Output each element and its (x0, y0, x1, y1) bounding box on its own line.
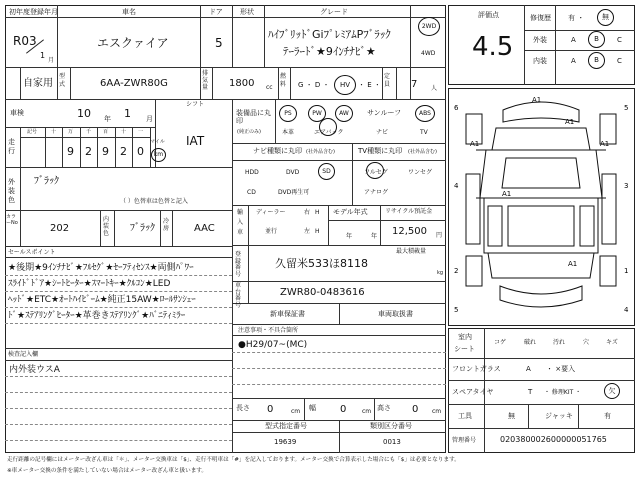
interior-color: ﾌﾞﾗｯｸ (130, 223, 155, 234)
interior-b-circled: B (588, 52, 605, 69)
repair-options: 有 ・ (568, 14, 585, 22)
inspection-month: 1 (124, 107, 131, 120)
navi-dvd: DVD (286, 169, 300, 176)
capacity: 7 (411, 79, 418, 90)
mileage-header-5: 一 (138, 129, 144, 135)
displacement-label: 排気量 (202, 70, 209, 92)
handle-label-1: H (315, 209, 320, 216)
seat-item-burn: コゲ (494, 339, 507, 346)
tv-fullseg-circle (366, 162, 384, 179)
shift-label: シフト (186, 101, 205, 108)
mileage-header-1: 万 (68, 129, 74, 135)
diagram-side-4b: 4 (624, 306, 629, 314)
equipment-title: 装備品に丸印 (236, 109, 271, 126)
mileage-digit-2: 9 (102, 145, 109, 158)
diagram-side-6: 6 (454, 104, 459, 112)
equipment-sunroof: サンルーフ (367, 109, 402, 117)
inspector-label: 検査記入欄 (8, 351, 39, 358)
vehicle-damage-diagram (448, 88, 635, 326)
interior-color-label: 内装色 (103, 216, 110, 238)
windshield-label: フロントガラス (452, 365, 501, 373)
import-label-3: 車 (237, 229, 244, 236)
mileage-header-2: 千 (86, 129, 92, 135)
mileage-header-0: 十 (51, 129, 57, 135)
drive-4wd: 4WD (421, 50, 436, 57)
tv-type-title: TV種類に丸印 (358, 147, 403, 155)
exterior-c: C (617, 36, 622, 44)
sales-point-label: セールスポイント (8, 249, 56, 256)
displacement: 1800 (229, 78, 255, 89)
capacity-unit: 人 (431, 85, 438, 92)
chassis-label: 車台番号 (235, 282, 242, 309)
notes-label: 注意事項・不具合箇所 (238, 327, 299, 334)
spare-t: T (528, 388, 533, 396)
sales-point-line-3: ﾍｯﾄﾞ★ETC★ｵｰﾄﾊｲﾋﾞｰﾑ★純正15AW★ﾛｰﾙｻﾝｼｪｰ (8, 295, 196, 305)
navi-type-subtitle: (社外品含む) (306, 149, 335, 155)
ac: AAC (194, 223, 215, 234)
spare-missing-circled: 欠 (604, 383, 620, 399)
equipment-aw-circled: AW (335, 105, 353, 122)
notes-text: ●H29/07~(MC) (238, 340, 308, 350)
seat-item-scratch: キズ (606, 339, 618, 346)
interior-seat-label-2: シート (454, 345, 475, 353)
model-label: 型式 (59, 73, 66, 88)
class-label: 類別区分番号 (370, 422, 412, 430)
shape-label: 形状 (240, 8, 254, 16)
door-label: ドア (209, 8, 223, 16)
equipment-tv: TV (420, 129, 428, 136)
width-label: 幅 (309, 404, 316, 412)
grade-line2: ﾃｰﾗｰﾄﾞ★9ｲﾝﾁﾅﾋﾞ★ (283, 45, 376, 58)
tv-fullseg: フルセグ (364, 169, 388, 176)
footer-line-1: 走行距離の記号欄にはメーター改ざん車は「＊」、メーター交換車は「$」、走行不明車は「#」を記入しております。メーター交換で合算表示した場合にも「$」は必要となります。 (7, 457, 460, 463)
repair-label: 修復歴 (530, 14, 551, 22)
diagram-side-5: 5 (624, 104, 629, 112)
recycle-unit: 円 (436, 232, 443, 239)
fuel-label: 燃料 (280, 73, 287, 88)
spare-tire-label: スペアタイヤ (452, 388, 494, 396)
mileage-digit-0: 9 (67, 145, 74, 158)
inspection-year: 10 (77, 107, 91, 120)
import-parallel: 並行 (265, 228, 278, 235)
inspection-year-unit: 年 (104, 115, 111, 123)
jack-value: 有 (604, 412, 611, 420)
equipment-navi: ナビ (376, 129, 389, 136)
import-label-2: 入 (237, 219, 244, 226)
navi-cd: CD (247, 189, 256, 196)
diagram-mark-5: A1 (502, 190, 512, 198)
use-type: 自家用 (23, 78, 53, 89)
mileage-header-4: 十 (121, 129, 127, 135)
width-value: 0 (340, 404, 347, 415)
fuel-options: G ・ D ・ (298, 81, 330, 89)
diagram-side-4: 4 (454, 182, 459, 190)
diagram-side-5b: 5 (454, 306, 459, 314)
tv-analog: アナログ (364, 189, 389, 196)
score-label: 評価点 (478, 11, 499, 19)
navi-sd-circled: SD (318, 163, 335, 180)
exterior-color: ﾌﾞﾗｯｸ (34, 176, 59, 187)
equipment-leather: 本革 (282, 129, 295, 136)
first-reg-month: 1 (40, 51, 46, 60)
color-change-note: （ ）色替車は色替と記入 (120, 198, 188, 205)
equipment-pw-circled: PW (308, 105, 326, 122)
handle-right: 右 (304, 209, 311, 216)
windshield-rest: ・ ×要入 (546, 365, 576, 373)
exterior-label: 外装 (533, 36, 547, 44)
exterior-color-label: 外装色 (8, 178, 15, 205)
registration-label: 登録番号 (235, 251, 242, 278)
diagram-side-2: 2 (454, 267, 459, 275)
car-name-label: 車名 (122, 8, 136, 16)
diagram-side-3: 3 (624, 182, 629, 190)
width-unit: cm (362, 408, 372, 415)
diagram-mark-3: A1 (470, 140, 480, 148)
inspection-label: 車検 (10, 109, 24, 117)
diagram-mark-1: A1 (532, 96, 542, 104)
mileage-label: 走行 (8, 138, 15, 156)
tv-type-subtitle: (社外品含む) (408, 149, 437, 155)
diagram-side-1: 1 (624, 267, 629, 275)
mileage-km-circled: km (151, 148, 166, 162)
chassis-number: ZWR80-0483616 (280, 287, 365, 298)
spare-kit: ・ 修理KIT ・ (544, 389, 582, 396)
exterior-b-circled: B (588, 31, 605, 48)
import-label-1: 輸 (237, 209, 244, 216)
model-year-unit2: 年 (371, 233, 378, 240)
equipment-airbag: エアバック (314, 129, 344, 136)
mgmt-number: 020380002600000051765 (500, 435, 607, 444)
registration-number: 久留米533ほ8118 (275, 257, 368, 270)
max-load-label: 最大積載量 (396, 248, 427, 255)
mileage-digit-4: 0 (137, 145, 144, 158)
diagram-mark-6: A1 (568, 260, 578, 268)
model-year-label: モデル年式 (333, 208, 368, 216)
max-load-unit: kg (437, 270, 444, 276)
footer-line-2: ※車メーター交換の条件を満たしていない場合はメーター改ざん車と扱います。 (7, 468, 208, 474)
inspector-note: 内外装ウスA (9, 365, 60, 375)
class-value: 0013 (383, 438, 401, 446)
sales-point-line-2: ｽﾗｲﾄﾞﾄﾞｱ★ｼｰﾄﾋｰﾀｰ★ｽﾏｰﾄｷｰ★ｸﾙｺﾝ★LED (8, 279, 171, 289)
color-no: 202 (50, 223, 70, 234)
seat-item-hole: 穴 (583, 339, 590, 346)
interior-a: A (571, 57, 576, 65)
type-approval-label: 型式指定番号 (265, 422, 307, 430)
navi-dvd-play: DVD再生可 (278, 189, 310, 196)
type-approval-value: 19639 (274, 438, 297, 446)
new-warranty: 新車保証書 (270, 310, 305, 318)
mgmt-label: 管理番号 (452, 437, 477, 444)
first-reg-year: R03 (13, 34, 37, 48)
equipment-ps-circled: PS (279, 105, 297, 122)
handle-label-2: H (315, 228, 320, 235)
score: 4.5 (472, 32, 514, 62)
length-label: 長さ (236, 404, 250, 412)
grade-label: グレード (320, 8, 348, 16)
height-label: 高さ (377, 404, 391, 412)
length-value: 0 (267, 404, 274, 415)
repair-none-circled: 無 (597, 9, 614, 26)
windshield-a: A (526, 365, 531, 373)
car-name: エスクァイア (97, 36, 169, 50)
fuel-hv-circled: HV (334, 75, 356, 95)
equipment-abs-circled: ABS (415, 105, 435, 122)
capacity-label: 定員 (384, 73, 391, 88)
equipment-subtitle: (純正のみ) (237, 129, 261, 135)
interior-seat-label-1: 室内 (458, 333, 472, 341)
mileage-memo-label: 記号 (27, 129, 38, 135)
tools-label: 工具 (458, 412, 472, 420)
tv-oneseg: ワンセグ (408, 169, 433, 176)
drive-2wd-circled: 2WD (418, 17, 440, 36)
first-reg-label: 初年度登録年月 (9, 8, 58, 16)
sales-point-line-1: ★後期★9ｲﾝﾁﾅﾋﾞ★ﾌﾙｾｸﾞ★ｾｰﾌﾃｨｾﾝｽ★両側ﾊﾟﾜｰ (8, 263, 194, 273)
shift: IAT (186, 134, 205, 148)
fuel-rest: ・ E ・ (358, 81, 381, 89)
navi-hdd: HDD (245, 169, 259, 176)
height-value: 0 (412, 404, 419, 415)
grade-line1: ﾊｲﾌﾞﾘｯﾄﾞGiﾌﾟﾚﾐｱﾑPﾌﾞﾗｯｸ (268, 28, 391, 41)
model-year-unit1: 年 (346, 233, 353, 240)
length-unit: cm (291, 408, 301, 415)
interior-c: C (617, 57, 622, 65)
mileage-unit-label: マイル (150, 139, 165, 145)
handle-left: 左 (304, 228, 311, 235)
tools-value: 無 (508, 412, 515, 420)
navi-type-title: ナビ種類に丸印 (253, 147, 302, 155)
model-code: 6AA-ZWR80G (100, 78, 168, 89)
exterior-a: A (571, 36, 576, 44)
diagram-mark-4: A1 (600, 140, 610, 148)
recycle-label: リサイクル預託金 (385, 208, 433, 215)
mileage-digit-1: 2 (85, 145, 92, 158)
ac-label: 冷房 (163, 218, 170, 233)
jack-label: ジャッキ (545, 412, 573, 420)
equipment-airbag-circle (319, 118, 337, 136)
mileage-header-3: 百 (103, 129, 109, 135)
owner-manual: 車両取扱書 (378, 310, 413, 318)
inspection-month-unit: 月 (146, 115, 153, 123)
recycle-amount: 12,500 (392, 226, 427, 237)
first-reg-month-unit: 月 (48, 57, 55, 64)
import-dealer: ディーラー (256, 209, 286, 216)
doors: 5 (215, 36, 223, 50)
mileage-digit-3: 2 (120, 145, 127, 158)
interior-label: 内装 (533, 57, 547, 65)
height-unit: cm (432, 408, 442, 415)
sales-point-line-4: ﾄﾞ★ｽﾃｱﾘﾝｸﾞﾋｰﾀｰ★革巻きｽﾃｱﾘﾝｸﾞ★ﾊﾞﾆﾃｨﾐﾗｰ (8, 311, 186, 321)
seat-item-tear: 破れ (524, 339, 537, 346)
seat-item-dirt: 汚れ (553, 339, 566, 346)
color-no-label: カラーNo (6, 214, 18, 226)
diagram-mark-2: A1 (565, 118, 575, 126)
displacement-unit: cc (266, 84, 273, 91)
